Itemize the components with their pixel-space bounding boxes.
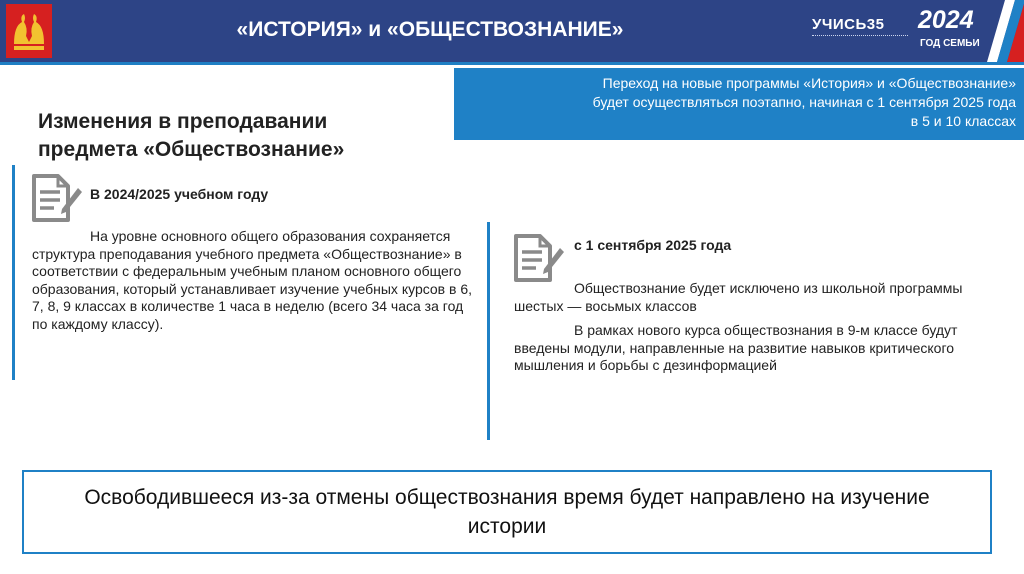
- flag-stripes-icon: [985, 0, 1024, 62]
- page-title: «ИСТОРИЯ» и «ОБЩЕСТВОЗНАНИЕ»: [236, 18, 624, 41]
- conclusion-box: [22, 470, 992, 554]
- section-title-line: Изменения в преподавании: [38, 110, 328, 133]
- year-caption: ГОД СЕМЬИ: [920, 38, 980, 49]
- right-accent-line: [487, 222, 490, 440]
- document-pen-icon: [512, 232, 566, 284]
- year-logo-text: 2024: [918, 6, 974, 34]
- conclusion-text: Освободившееся из-за отмены обществознания время будет направлено на изучение истории: [84, 486, 930, 538]
- brand-underline: [812, 35, 908, 39]
- left-subtitle: В 2024/2025 учебном году: [90, 186, 269, 202]
- banner-line: Переход на новые программы «История» и «Обществознание»: [602, 75, 1016, 91]
- right-paragraph-1: Обществознание будет исключено из школьной программы шестых — восьмых классов: [514, 280, 963, 314]
- document-pen-icon: [30, 172, 84, 224]
- section-title: [38, 108, 438, 164]
- right-subtitle: с 1 сентября 2025 года: [574, 237, 732, 253]
- coat-of-arms-logo: [6, 4, 52, 58]
- header-bar: [0, 0, 1024, 62]
- left-paragraph: На уровне основного общего образования сохраняется структура преподавания учебного предмета «Обществознание» в соответствии с федеральным учебным планом основного общего образования, который устанавливает изучение учебных курсов в 6, 7, 8, 9 классах в количестве 1 часа в неделю (всего 34 часа за год по каждому классу).: [32, 228, 473, 332]
- brand-logo-text: УЧИСЬ35: [812, 16, 885, 33]
- header-accent-stripe: [0, 62, 1024, 65]
- banner-line: будет осуществляться поэтапно, начиная с 1 сентября 2025 года: [592, 94, 1016, 110]
- right-paragraph-2: В рамках нового курса обществознания в 9-м классе будут введены модули, направленные на развитие навыков критического мышления и борьбы с дезинформацией: [514, 322, 958, 374]
- info-banner: [454, 68, 1024, 140]
- banner-line: в 5 и 10 классах: [910, 113, 1016, 129]
- left-accent-line: [12, 165, 15, 380]
- section-title-line: предмета «Обществознание»: [38, 138, 345, 161]
